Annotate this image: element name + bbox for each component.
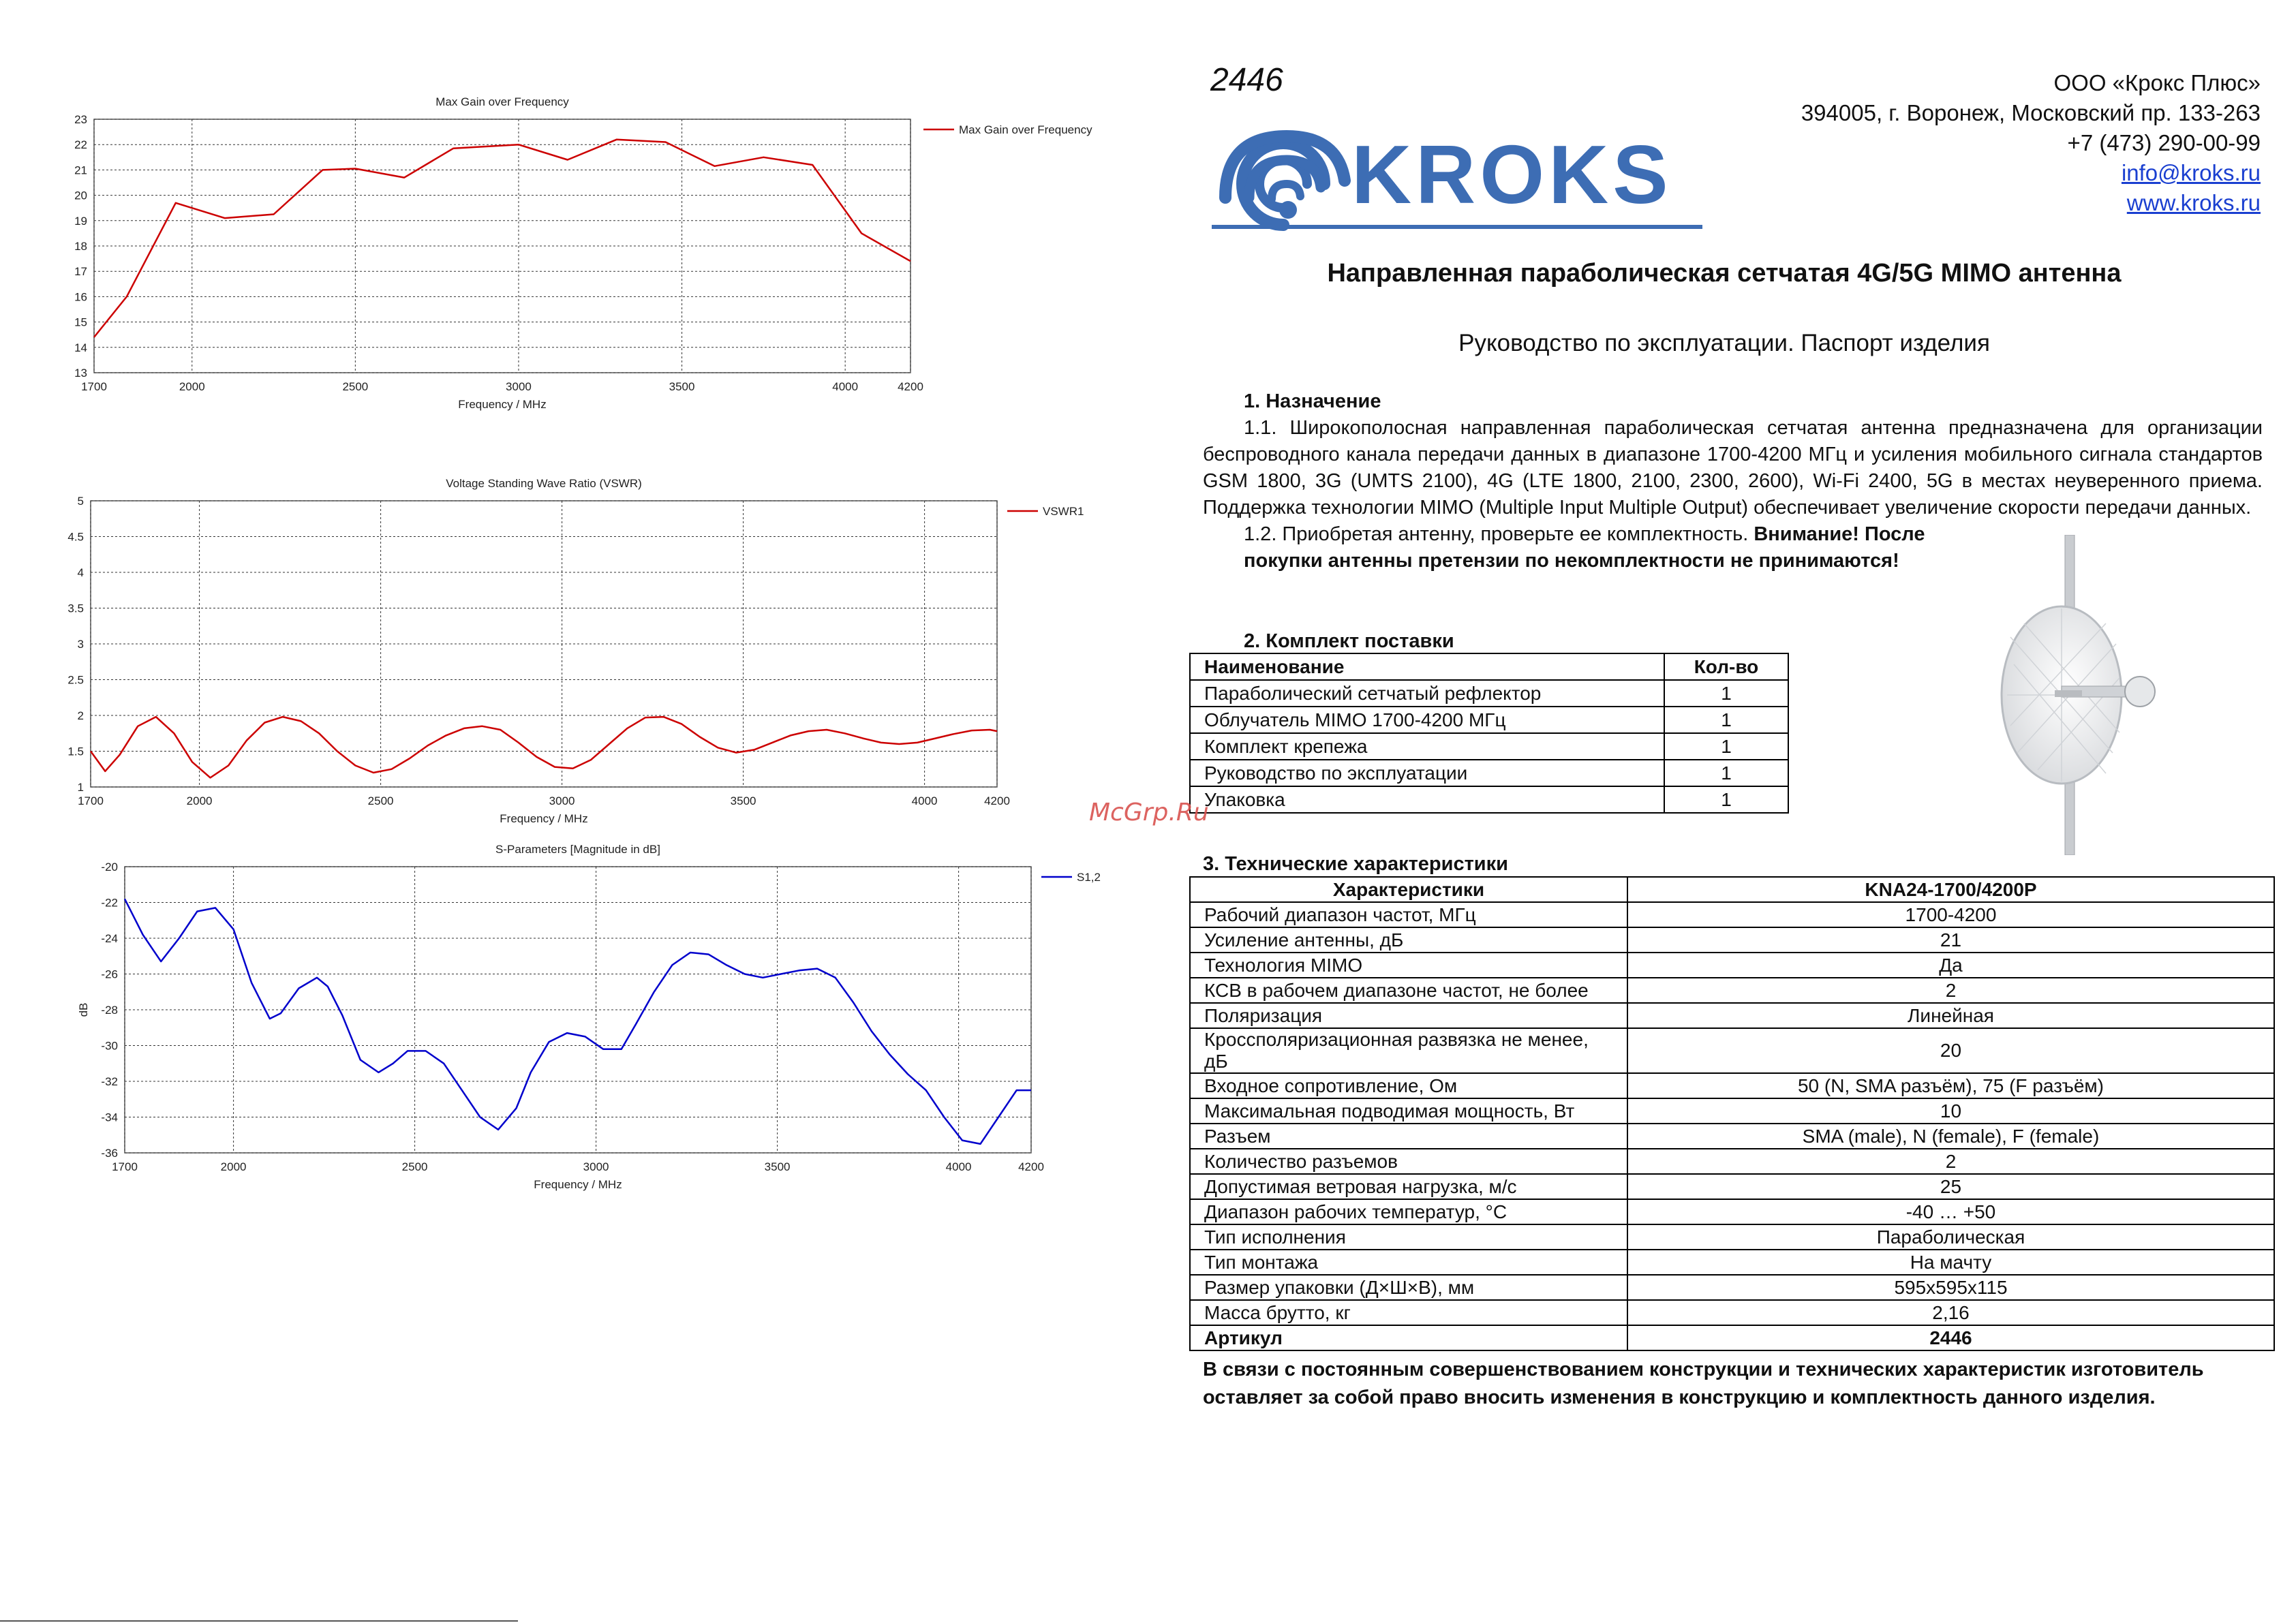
kit-row [1190, 760, 1788, 786]
spec-row [1190, 953, 2274, 978]
x-tick-label: 2500 [367, 794, 394, 807]
spec-value: -40 … +50 [1627, 1199, 2274, 1224]
section-1-warning: Внимание! После покупки антенны претензии по некомплектности не принимаются! [1244, 523, 1925, 572]
spec-row [1190, 1124, 2274, 1149]
legend-label: Max Gain over Frequency [959, 123, 1092, 136]
spec-name: Тип монтажа [1190, 1250, 1627, 1275]
spec-value: 25 [1627, 1174, 2274, 1199]
kit-row [1190, 733, 1788, 760]
kit-row [1190, 680, 1788, 707]
spec-value: SMA (male), N (female), F (female) [1627, 1124, 2274, 1149]
spec-row [1190, 927, 2274, 953]
kit-row [1190, 786, 1788, 813]
kit-item-qty: 1 [1664, 786, 1788, 813]
legend-label: VSWR1 [1043, 505, 1084, 518]
spec-row [1190, 1073, 2274, 1098]
document-subtitle: Руководство по эксплуатации. Паспорт изделия [1458, 330, 1990, 356]
y-tick-label: -36 [101, 1147, 118, 1160]
y-tick-label: -24 [101, 932, 118, 945]
spec-table [1189, 876, 2275, 1351]
spec-name: Рабочий диапазон частот, МГц [1190, 902, 1627, 927]
x-axis-label: Frequency / MHz [458, 398, 547, 411]
spec-name: Тип исполнения [1190, 1224, 1627, 1250]
x-tick-label: 4200 [1018, 1160, 1044, 1173]
kit-item-name: Параболический сетчатый рефлектор [1190, 680, 1664, 707]
brand-name: KROKS [1351, 128, 1672, 221]
spec-row [1190, 1325, 2274, 1350]
y-tick-label: 17 [74, 265, 87, 279]
x-tick-label: 2000 [179, 380, 205, 393]
y-tick-label: 23 [74, 113, 87, 126]
spec-name: Диапазон рабочих температур, °C [1190, 1199, 1627, 1224]
spec-name: Допустимая ветровая нагрузка, м/с [1190, 1174, 1627, 1199]
x-axis-label: Frequency / MHz [534, 1178, 622, 1191]
y-tick-label: -28 [101, 1004, 118, 1017]
series-line [91, 717, 997, 777]
kit-item-name: Облучатель MIMO 1700-4200 МГц [1190, 707, 1664, 733]
spec-col-model: KNA24-1700/4200P [1627, 877, 2274, 902]
max-gain-chart [0, 82, 1145, 422]
section-1-paragraph-1: 1.1. Широкополосная направленная параболическая сетчатая антенна предназначена для организации беспроводного канала передачи данных в диапазоне 1700-4200 МГц и усиления мобильного сигнала стандартов GSM 1800, 3G (UMTS 2100), 4G (LTE 1800, 2100, 2300, 2600), Wi-Fi 2400, 5G в местах неуверенного приема. Поддержка технологии MIMO (Multiple Input Multiple Output) обеспечивает увеличение скорости передачи данных. [1203, 417, 2263, 519]
x-tick-label: 2000 [220, 1160, 247, 1173]
y-tick-label: -22 [101, 896, 118, 910]
chart-title: S-Parameters [Magnitude in dB] [495, 843, 660, 856]
disclaimer-note: В связи с постоянным совершенствованием конструкции и технических характеристик изготовитель оставляет за собой право вносить изменения в конструкцию и комплектность данного изделия. [1203, 1359, 2204, 1408]
kit-row [1190, 707, 1788, 733]
y-tick-label: 20 [74, 189, 87, 202]
spec-name: Масса брутто, кг [1190, 1300, 1627, 1325]
y-tick-label: 13 [74, 367, 87, 380]
x-tick-label: 2000 [186, 794, 213, 807]
spec-name: Поляризация [1190, 1003, 1627, 1028]
spec-row [1190, 1174, 2274, 1199]
y-tick-label: 5 [77, 495, 84, 508]
y-tick-label: 4 [77, 566, 84, 579]
kroks-logo [1212, 123, 1702, 235]
spec-value: 10 [1627, 1098, 2274, 1124]
legend-label: S1,2 [1077, 871, 1101, 884]
y-axis-label: dB [77, 1002, 90, 1017]
y-tick-label: -26 [101, 968, 118, 981]
y-tick-label: -32 [101, 1075, 118, 1088]
y-tick-label: -34 [101, 1111, 118, 1124]
x-tick-label: 1700 [78, 794, 104, 807]
spec-row [1190, 1149, 2274, 1174]
spec-row [1190, 1300, 2274, 1325]
spec-value: 50 (N, SMA разъём), 75 (F разъём) [1627, 1073, 2274, 1098]
x-tick-label: 3000 [549, 794, 575, 807]
y-tick-label: 19 [74, 214, 87, 228]
chart-title: Voltage Standing Wave Ratio (VSWR) [446, 477, 642, 490]
spec-value: Линейная [1627, 1003, 2274, 1028]
spec-name: Технология MIMO [1190, 953, 1627, 978]
company-address: 394005, г. Воронеж, Московский пр. 133-263 [1801, 100, 2261, 125]
x-tick-label: 1700 [112, 1160, 138, 1173]
spec-value: 2,16 [1627, 1300, 2274, 1325]
y-tick-label: 15 [74, 315, 87, 329]
spec-value: 2 [1627, 978, 2274, 1003]
section-1-paragraph-2-text: 1.2. Приобретая антенну, проверьте ее комплектность. [1244, 523, 1754, 545]
document-number: 2446 [1210, 62, 1283, 98]
spec-name: Кроссполяризационная развязка не менее, дБ [1190, 1028, 1627, 1073]
plot-area [94, 119, 910, 373]
series-line [94, 140, 910, 337]
company-phone: +7 (473) 290-00-99 [2067, 130, 2261, 155]
section-1-paragraph-2 [1203, 521, 1925, 574]
spec-value: 20 [1627, 1028, 2274, 1073]
x-tick-label: 3500 [764, 1160, 791, 1173]
chart-title: Max Gain over Frequency [435, 95, 569, 108]
x-tick-label: 3000 [583, 1160, 609, 1173]
spec-table-header [1190, 877, 2274, 902]
x-tick-label: 4200 [898, 380, 923, 393]
section-2-heading: 2. Комплект поставки [1244, 630, 1454, 652]
section-1-heading: 1. Назначение [1244, 390, 1381, 412]
y-tick-label: 1 [77, 781, 84, 794]
spec-name: Входное сопротивление, Ом [1190, 1073, 1627, 1098]
spec-name: КСВ в рабочем диапазоне частот, не более [1190, 978, 1627, 1003]
email-link[interactable]: info@kroks.ru [2121, 160, 2261, 185]
x-tick-label: 3500 [669, 380, 695, 393]
antenna-image [1997, 535, 2160, 855]
y-tick-label: 2.5 [67, 673, 84, 687]
kit-item-qty: 1 [1664, 760, 1788, 786]
x-tick-label: 4200 [984, 794, 1010, 807]
section-3-heading: 3. Технические характеристики [1203, 853, 1508, 875]
spec-value: 21 [1627, 927, 2274, 953]
s-parameters-chart [0, 831, 1145, 1191]
spec-value: 1700-4200 [1627, 902, 2274, 927]
spec-name: Усиление антенны, дБ [1190, 927, 1627, 953]
vswr-chart [0, 463, 1145, 825]
spec-name: Артикул [1190, 1325, 1627, 1350]
x-tick-label: 4000 [832, 380, 859, 393]
kit-item-name: Руководство по эксплуатации [1190, 760, 1664, 786]
watermark: McGrp.Ru [1089, 799, 1209, 826]
kit-item-name: Комплект крепежа [1190, 733, 1664, 760]
series-line [125, 899, 1031, 1144]
spec-col-name: Характеристики [1190, 877, 1627, 902]
x-tick-label: 4000 [945, 1160, 972, 1173]
y-tick-label: 3.5 [67, 602, 84, 615]
spec-value: 595x595x115 [1627, 1275, 2274, 1300]
kit-table [1189, 653, 1789, 814]
y-tick-label: -20 [101, 861, 118, 874]
x-tick-label: 2500 [401, 1160, 428, 1173]
spec-row [1190, 978, 2274, 1003]
kit-table-header [1190, 653, 1788, 680]
spec-value: 2446 [1627, 1325, 2274, 1350]
x-tick-label: 1700 [81, 380, 107, 393]
spec-row [1190, 1003, 2274, 1028]
y-tick-label: 3 [77, 638, 84, 651]
x-axis-label: Frequency / MHz [500, 812, 588, 825]
spec-value: 2 [1627, 1149, 2274, 1174]
company-name: ООО «Крокс Плюс» [2053, 70, 2261, 95]
y-tick-label: 2 [77, 709, 84, 722]
y-tick-label: 18 [74, 240, 87, 253]
spec-value: Да [1627, 953, 2274, 978]
website-link[interactable]: www.kroks.ru [2126, 190, 2261, 215]
spec-name: Количество разъемов [1190, 1149, 1627, 1174]
y-tick-label: 21 [74, 164, 87, 177]
kit-item-qty: 1 [1664, 707, 1788, 733]
spec-row [1190, 1275, 2274, 1300]
spec-name: Размер упаковки (Д×Ш×В), мм [1190, 1275, 1627, 1300]
kit-col-qty: Кол-во [1664, 653, 1788, 680]
kit-col-name: Наименование [1190, 653, 1664, 680]
footer-divider [0, 1620, 518, 1622]
spec-row [1190, 1098, 2274, 1124]
y-tick-label: 1.5 [67, 745, 84, 758]
spec-name: Максимальная подводимая мощность, Вт [1190, 1098, 1627, 1124]
spec-row [1190, 1028, 2274, 1073]
kit-item-qty: 1 [1664, 680, 1788, 707]
spec-row [1190, 1199, 2274, 1224]
x-tick-label: 3500 [730, 794, 756, 807]
kit-item-qty: 1 [1664, 733, 1788, 760]
y-tick-label: -30 [101, 1039, 118, 1053]
spec-row [1190, 1224, 2274, 1250]
x-tick-label: 4000 [911, 794, 938, 807]
x-tick-label: 3000 [506, 380, 532, 393]
y-tick-label: 16 [74, 290, 87, 304]
spec-row [1190, 1250, 2274, 1275]
kit-item-name: Упаковка [1190, 786, 1664, 813]
spec-value: Параболическая [1627, 1224, 2274, 1250]
spec-name: Разъем [1190, 1124, 1627, 1149]
y-tick-label: 14 [74, 341, 87, 354]
spec-row [1190, 902, 2274, 927]
y-tick-label: 4.5 [67, 530, 84, 544]
spec-value: На мачту [1627, 1250, 2274, 1275]
y-tick-label: 22 [74, 138, 87, 152]
document-title: Направленная параболическая сетчатая 4G/5G MIMO антенна [1327, 259, 2122, 288]
x-tick-label: 2500 [342, 380, 369, 393]
